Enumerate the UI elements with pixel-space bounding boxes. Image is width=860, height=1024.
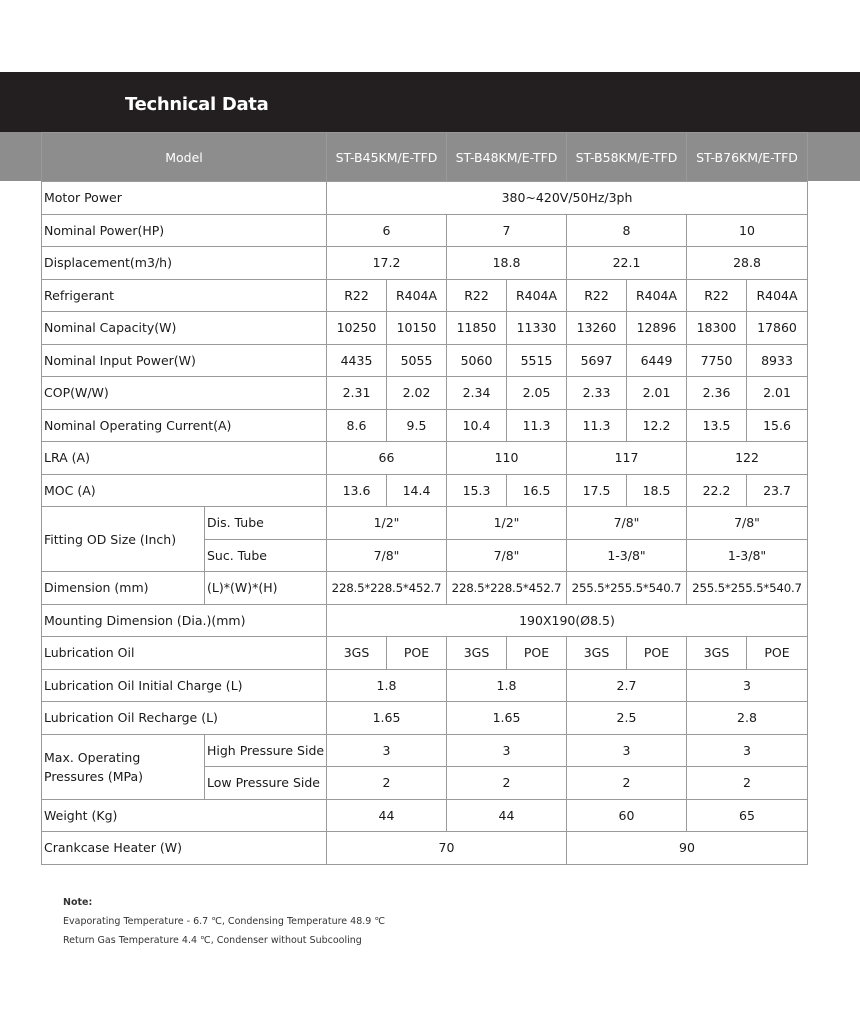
cell-value: 2.36 [687, 377, 747, 410]
cell-value: 13.5 [687, 409, 747, 442]
note-line: Return Gas Temperature 4.4 ℃, Condenser without Subcooling [63, 935, 362, 946]
table-row [42, 442, 808, 475]
model-name: ST-B48KM/E-TFD [447, 133, 567, 182]
row-label: Fitting OD Size (Inch) [42, 507, 205, 572]
row-label: Lubrication Oil Recharge (L) [42, 702, 327, 735]
cell-value: R22 [327, 279, 387, 312]
cell-value: 228.5*228.5*452.7 [327, 572, 447, 605]
cell-value: 2 [447, 767, 567, 800]
cell-value: 122 [687, 442, 808, 475]
cell-value: R22 [567, 279, 627, 312]
cell-value: 7750 [687, 344, 747, 377]
cell-value: 7/8" [327, 539, 447, 572]
table-row [42, 507, 808, 540]
row-label: Nominal Operating Current(A) [42, 409, 327, 442]
cell-value: 1-3/8" [687, 539, 808, 572]
cell-value: 6449 [627, 344, 687, 377]
cell-value: 3 [447, 734, 567, 767]
cell-value: 18300 [687, 312, 747, 345]
cell-value: 44 [327, 799, 447, 832]
cell-value: 10250 [327, 312, 387, 345]
cell-value: 90 [567, 832, 808, 865]
table-row [42, 572, 808, 605]
row-label: Lubrication Oil Initial Charge (L) [42, 669, 327, 702]
model-name: ST-B45KM/E-TFD [327, 133, 447, 182]
cell-value: 4435 [327, 344, 387, 377]
table-row [42, 247, 808, 280]
table-row [42, 409, 808, 442]
cell-value: 7 [447, 214, 567, 247]
cell-value: 2.34 [447, 377, 507, 410]
cell-value: 7/8" [567, 507, 687, 540]
table-row [42, 604, 808, 637]
cell-value: 70 [327, 832, 567, 865]
cell-value: 14.4 [387, 474, 447, 507]
cell-value: 66 [327, 442, 447, 475]
cell-value: 2 [327, 767, 447, 800]
table-row [42, 734, 808, 767]
cell-value: 2.33 [567, 377, 627, 410]
cell-value: R404A [387, 279, 447, 312]
table-row [42, 702, 808, 735]
cell-value: 2.05 [507, 377, 567, 410]
cell-value: POE [627, 637, 687, 670]
cell-value: 2.7 [567, 669, 687, 702]
cell-value: 6 [327, 214, 447, 247]
cell-value: 1.65 [327, 702, 447, 735]
row-label: Mounting Dimension (Dia.)(mm) [42, 604, 327, 637]
cell-value: 2 [567, 767, 687, 800]
cell-value: 7/8" [447, 539, 567, 572]
cell-value: POE [507, 637, 567, 670]
table-row [42, 279, 808, 312]
title-bar [0, 72, 860, 132]
row-label: LRA (A) [42, 442, 327, 475]
cell-value: 15.6 [747, 409, 808, 442]
cell-value: 5697 [567, 344, 627, 377]
note-title: Note: [63, 897, 93, 908]
cell-value: 11850 [447, 312, 507, 345]
cell-value: 9.5 [387, 409, 447, 442]
cell-value: 8.6 [327, 409, 387, 442]
row-label: MOC (A) [42, 474, 327, 507]
cell-value: 255.5*255.5*540.7 [687, 572, 808, 605]
cell-value: 28.8 [687, 247, 808, 280]
cell-value: POE [747, 637, 808, 670]
table-row [42, 377, 808, 410]
cell-value: 2 [687, 767, 808, 800]
cell-value: 5055 [387, 344, 447, 377]
cell-value: 3GS [687, 637, 747, 670]
cell-value: 2.5 [567, 702, 687, 735]
cell-value: 18.8 [447, 247, 567, 280]
cell-value: 3 [687, 669, 808, 702]
cell-value: 255.5*255.5*540.7 [567, 572, 687, 605]
cell-value: 3GS [447, 637, 507, 670]
model-name: ST-B76KM/E-TFD [687, 133, 808, 182]
cell-value: 11330 [507, 312, 567, 345]
header-row [42, 133, 808, 182]
cell-value: 3GS [327, 637, 387, 670]
cell-value: 3 [567, 734, 687, 767]
row-sublabel: (L)*(W)*(H) [205, 572, 327, 605]
cell-value: 23.7 [747, 474, 808, 507]
cell-value: 22.1 [567, 247, 687, 280]
cell-value: 8 [567, 214, 687, 247]
table-row [42, 344, 808, 377]
page-title: Technical Data [125, 94, 269, 115]
row-label: Nominal Capacity(W) [42, 312, 327, 345]
cell-value: 2.31 [327, 377, 387, 410]
row-label: Dimension (mm) [42, 572, 205, 605]
row-label: Weight (Kg) [42, 799, 327, 832]
cell-value: 228.5*228.5*452.7 [447, 572, 567, 605]
cell-value: POE [387, 637, 447, 670]
cell-value: 1-3/8" [567, 539, 687, 572]
cell-value: 17860 [747, 312, 808, 345]
cell-value: 60 [567, 799, 687, 832]
footnote [63, 893, 385, 950]
cell-value: 10 [687, 214, 808, 247]
row-sublabel: Dis. Tube [205, 507, 327, 540]
cell-value: 11.3 [567, 409, 627, 442]
cell-value: 22.2 [687, 474, 747, 507]
cell-value: 16.5 [507, 474, 567, 507]
table-row [42, 214, 808, 247]
row-label: COP(W/W) [42, 377, 327, 410]
cell-value: R404A [627, 279, 687, 312]
cell-value: 3 [687, 734, 808, 767]
cell-value: 13.6 [327, 474, 387, 507]
table-row [42, 637, 808, 670]
table-row [42, 182, 808, 215]
cell-value: 15.3 [447, 474, 507, 507]
cell-value: 5060 [447, 344, 507, 377]
model-header: Model [42, 133, 327, 182]
row-label: Lubrication Oil [42, 637, 327, 670]
cell-value: 12896 [627, 312, 687, 345]
cell-value: 2.8 [687, 702, 808, 735]
row-label: Refrigerant [42, 279, 327, 312]
cell-value: 13260 [567, 312, 627, 345]
cell-value: 18.5 [627, 474, 687, 507]
cell-value: 2.01 [747, 377, 808, 410]
note-line: Evaporating Temperature - 6.7 ℃, Condensing Temperature 48.9 ℃ [63, 916, 385, 927]
row-label: Nominal Power(HP) [42, 214, 327, 247]
cell-value: 8933 [747, 344, 808, 377]
cell-value: 10.4 [447, 409, 507, 442]
cell-value: 117 [567, 442, 687, 475]
cell-value: R404A [747, 279, 808, 312]
cell-value: 2.01 [627, 377, 687, 410]
row-sublabel: Suc. Tube [205, 539, 327, 572]
row-sublabel: High Pressure Side [205, 734, 327, 767]
cell-value: 5515 [507, 344, 567, 377]
cell-value: 1/2" [447, 507, 567, 540]
cell-value: 11.3 [507, 409, 567, 442]
cell-value: 1/2" [327, 507, 447, 540]
cell-value: R22 [687, 279, 747, 312]
table-row [42, 474, 808, 507]
table-row [42, 312, 808, 345]
table-row [42, 832, 808, 865]
cell-value: 190X190(Ø8.5) [327, 604, 808, 637]
cell-value: 1.8 [327, 669, 447, 702]
cell-value: 10150 [387, 312, 447, 345]
row-label: Motor Power [42, 182, 327, 215]
table-row [42, 669, 808, 702]
model-name: ST-B58KM/E-TFD [567, 133, 687, 182]
cell-value: 12.2 [627, 409, 687, 442]
cell-value: 65 [687, 799, 808, 832]
row-label: Displacement(m3/h) [42, 247, 327, 280]
technical-data-table [41, 132, 808, 865]
cell-value: 17.2 [327, 247, 447, 280]
cell-value: R404A [507, 279, 567, 312]
cell-value: 380~420V/50Hz/3ph [327, 182, 808, 215]
row-sublabel: Low Pressure Side [205, 767, 327, 800]
cell-value: 44 [447, 799, 567, 832]
cell-value: 1.8 [447, 669, 567, 702]
cell-value: 110 [447, 442, 567, 475]
cell-value: 2.02 [387, 377, 447, 410]
row-label: Nominal Input Power(W) [42, 344, 327, 377]
row-label: Max. Operating Pressures (MPa) [42, 734, 205, 799]
cell-value: 3 [327, 734, 447, 767]
table-row [42, 799, 808, 832]
cell-value: 1.65 [447, 702, 567, 735]
cell-value: 7/8" [687, 507, 808, 540]
cell-value: 17.5 [567, 474, 627, 507]
cell-value: 3GS [567, 637, 627, 670]
row-label: Crankcase Heater (W) [42, 832, 327, 865]
cell-value: R22 [447, 279, 507, 312]
